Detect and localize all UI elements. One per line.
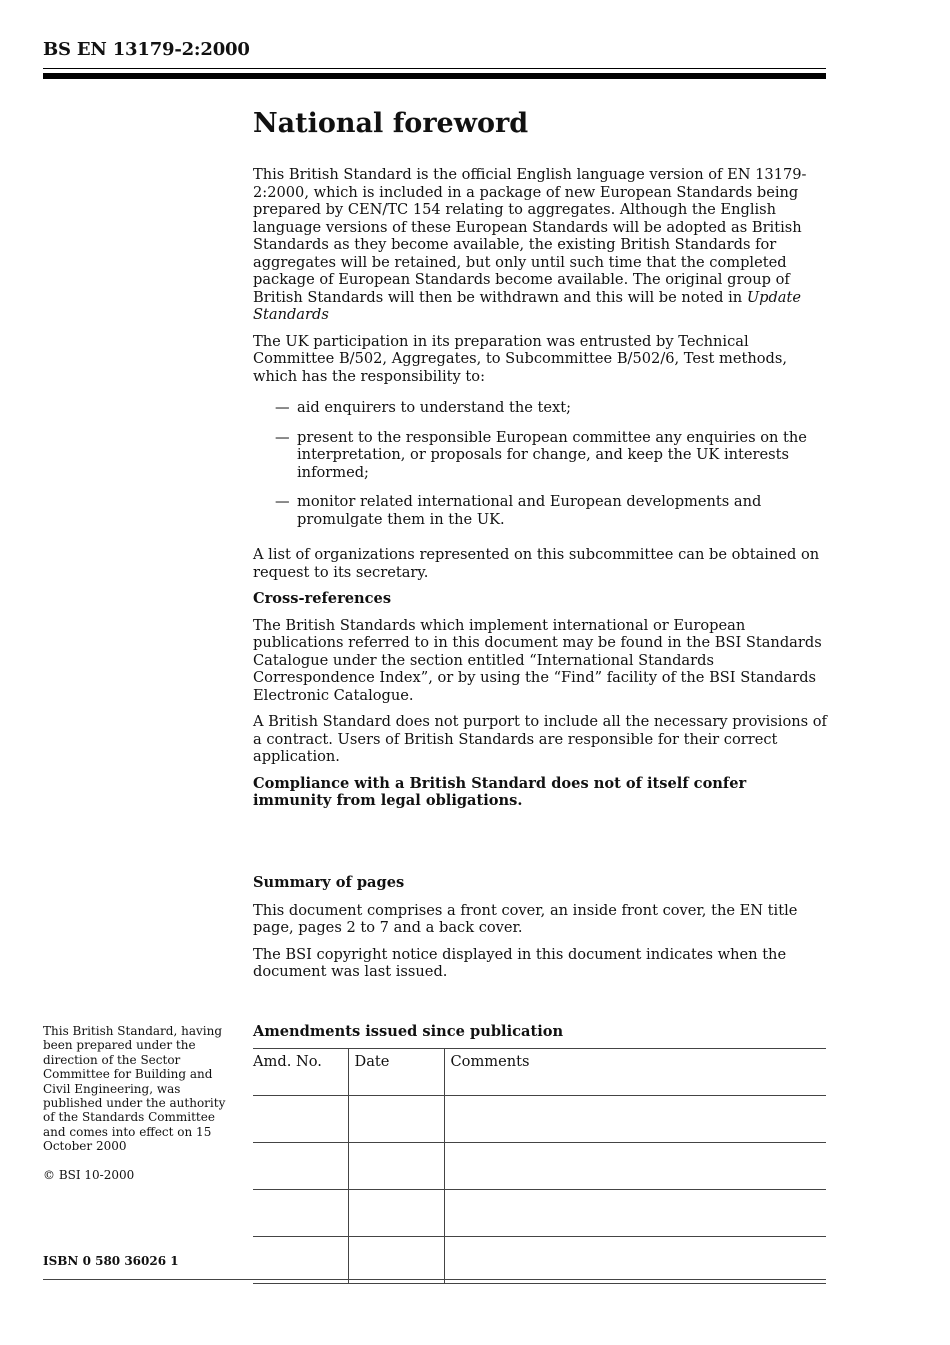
participation-paragraph: The UK participation in its preparation was entrusted by Technical Committee B/502, Aggregates, to Subcommittee B/502/6, Test methods, which has the responsibility to: (253, 332, 788, 385)
isbn: ISBN 0 580 36026 1 (43, 1254, 179, 1268)
table-cell (348, 1190, 444, 1237)
purport-paragraph: A British Standard does not purport to include all the necessary provisions of a contract. Users of British Standards are responsible for their correct application. (253, 713, 827, 765)
table-cell (253, 1096, 348, 1143)
compliance-paragraph: Compliance with a British Standard does not of itself confer immunity from legal obligations. (253, 774, 747, 809)
header-rule-thick (43, 73, 826, 79)
copyright-line: © BSI 10-2000 (43, 1168, 135, 1182)
foreword-body (253, 106, 829, 819)
list-item (253, 429, 829, 482)
amendments-table (253, 1048, 826, 1284)
header-rule-thin (43, 68, 826, 69)
amendments-title: Amendments issued since publication (253, 1023, 564, 1040)
dash-marker: — (275, 493, 290, 510)
organizations-paragraph: A list of organizations represented on this subcommittee can be obtained on request to its secretary. (253, 546, 820, 581)
table-cell (348, 1096, 444, 1143)
table-cell (253, 1190, 348, 1237)
cross-references-paragraph: The British Standards which implement international or European publications referred to in this document may be found in the BSI Standards Catalogue under the section entitled “International Standards Correspondence Index”, or by using the “Find” facility of the BSI Standards Electronic Catalogue. (253, 616, 822, 704)
summary-heading: Summary of pages (253, 874, 405, 891)
list-item (253, 493, 829, 528)
table-cell (444, 1237, 826, 1284)
publication-note: This British Standard, having been prepared under the direction of the Sector Committee for Building and Civil Engineering, was published under the authority of the Standards Committee and comes into effect on 15 October 2000 (43, 1024, 226, 1154)
dash-marker: — (275, 428, 290, 446)
column-header-amd-no: Amd. No. (253, 1049, 348, 1096)
page-title: National foreword (253, 108, 529, 139)
list-item-text: monitor related international and European developments and promulgate them in the UK. (297, 493, 762, 528)
cross-references-heading: Cross-references (253, 590, 392, 607)
table-cell (348, 1237, 444, 1284)
copyright-notice-paragraph: The BSI copyright notice displayed in this document indicates when the document was last issued. (253, 945, 787, 980)
column-header-comments: Comments (444, 1049, 826, 1096)
table-row (253, 1237, 826, 1284)
summary-paragraph: This document comprises a front cover, an inside front cover, the EN title page, pages 2 to 7 and a back cover. (253, 901, 798, 936)
table-cell (444, 1143, 826, 1190)
column-header-date: Date (348, 1049, 444, 1096)
dash-marker: — (275, 399, 290, 416)
table-row (253, 1143, 826, 1190)
intro-paragraph (253, 166, 829, 324)
standard-id: BS EN 13179-2:2000 (43, 39, 250, 60)
intro-text: This British Standard is the official English language version of EN 13179-2:2000, which is included in a package of new European Standards being prepared by CEN/TC 154 relating to aggregates. Although the English language versions of these European Standards will be adopted as British Standards as they become available, the existing British Standards for aggregates will be retained, but only until such time that the completed package of European Standards become available. The original group of British Standards will then be withdrawn and this will be noted in (253, 166, 807, 306)
list-item-text: present to the responsible European committee any enquiries on the interpretation, or proposals for change, and keep the UK interests informed; (297, 428, 807, 481)
table-cell (253, 1237, 348, 1284)
table-cell (444, 1096, 826, 1143)
responsibility-list (253, 399, 829, 528)
table-cell (253, 1143, 348, 1190)
table-cell (444, 1190, 826, 1237)
table-row (253, 1096, 826, 1143)
table-row (253, 1190, 826, 1237)
footer-rule (43, 1279, 826, 1280)
table-cell (348, 1143, 444, 1190)
update-standards-ref: Update Standards (253, 288, 801, 323)
list-item (253, 399, 829, 417)
list-item-text: aid enquirers to understand the text; (297, 399, 572, 416)
table-header-row (253, 1049, 826, 1096)
summary-section (253, 874, 829, 990)
